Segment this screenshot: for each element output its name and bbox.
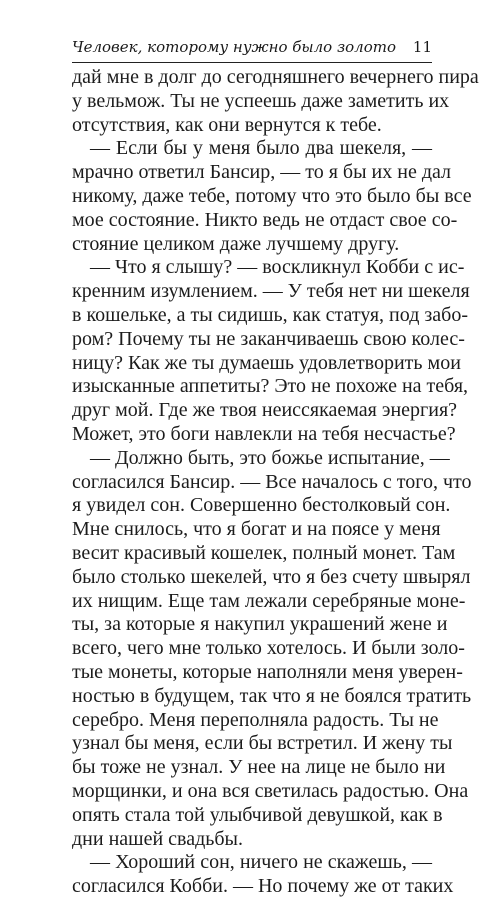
text-line: согласился Бансир. — Все началось с того, что <box>72 470 472 493</box>
text-line: у вельмож. Ты не успеешь даже заметить их <box>72 89 450 112</box>
text-line: морщинки, и она вся светилась радостью. Она <box>72 779 469 802</box>
text-line: опять стала той улыбчивой девушкой, как в <box>72 803 443 826</box>
text-line: тые монеты, которые наполняли меня уверен- <box>72 660 463 683</box>
text-line: было столько шекелей, что я без счету швырял <box>72 565 471 588</box>
text-line: согласился Кобби. — Но почему же от таких <box>72 875 454 898</box>
text-line: Может, это боги навлекли на тебя несчастье? <box>72 422 456 445</box>
text-line: дни нашей свадьбы. <box>72 827 243 850</box>
body-text <box>72 66 479 899</box>
text-line: никому, даже тебе, потому что это было бы все <box>72 184 472 207</box>
text-line: — Должно быть, это божье испытание, — <box>90 446 450 469</box>
text-line: узнал бы меня, если бы встретил. И жену ты <box>72 732 453 755</box>
text-line: мое состояние. Никто ведь не отдаст свое со- <box>72 208 458 231</box>
text-line: отсутствия, как они вернутся к тебе. <box>72 113 382 136</box>
text-line: изысканные аппетиты? Это не похоже на тебя, <box>72 375 469 398</box>
text-line: стояние целиком даже лучшему другу. <box>72 232 400 255</box>
text-line: всего, чего мне только хотелось. И были золо- <box>72 637 465 660</box>
text-line: в кошельке, а ты сидишь, как статуя, под забо- <box>72 303 468 326</box>
text-line: кренним изумлением. — У тебя нет ни шекеля <box>72 280 470 303</box>
text-line: ницу? Как же ты думаешь удовлетворить мои <box>72 351 461 374</box>
running-title: Человек, которому нужно было золото <box>72 38 397 56</box>
text-line: друг мой. Где же твоя неиссякаемая энергия? <box>72 399 458 422</box>
text-line: их нищим. Еще там лежали серебряные моне- <box>72 589 466 612</box>
text-line: ты, за которые я накупил украшений жене и <box>72 613 448 636</box>
text-line: бы тоже не узнал. У нее на лице не было ни <box>72 756 446 779</box>
text-line: Мне снилось, что я богат и на поясе у меня <box>72 518 441 541</box>
text-line: — Если бы у меня было два шекеля, — <box>90 137 432 160</box>
page-number: 11 <box>412 38 432 56</box>
text-line: мрачно ответил Бансир, — то я бы их не дал <box>72 161 452 184</box>
text-line: дай мне в долг до сегодняшнего вечернего пира <box>72 66 479 88</box>
text-line: ностью в будущем, так что я не боялся тратить <box>72 684 472 707</box>
text-line: серебро. Меня переполняла радость. Ты не <box>72 708 439 731</box>
running-header <box>72 36 432 63</box>
text-line: — Что я слышу? — воскликнул Кобби с ис- <box>90 256 465 279</box>
text-line: я увидел сон. Совершенно бестолковый сон. <box>72 494 451 517</box>
text-line: весит красивый кошелек, полный монет. Там <box>72 541 456 564</box>
text-line: — Хороший сон, ничего не скажешь, — <box>90 851 432 874</box>
text-line: ром? Почему ты не заканчиваешь свою колес- <box>72 327 465 350</box>
